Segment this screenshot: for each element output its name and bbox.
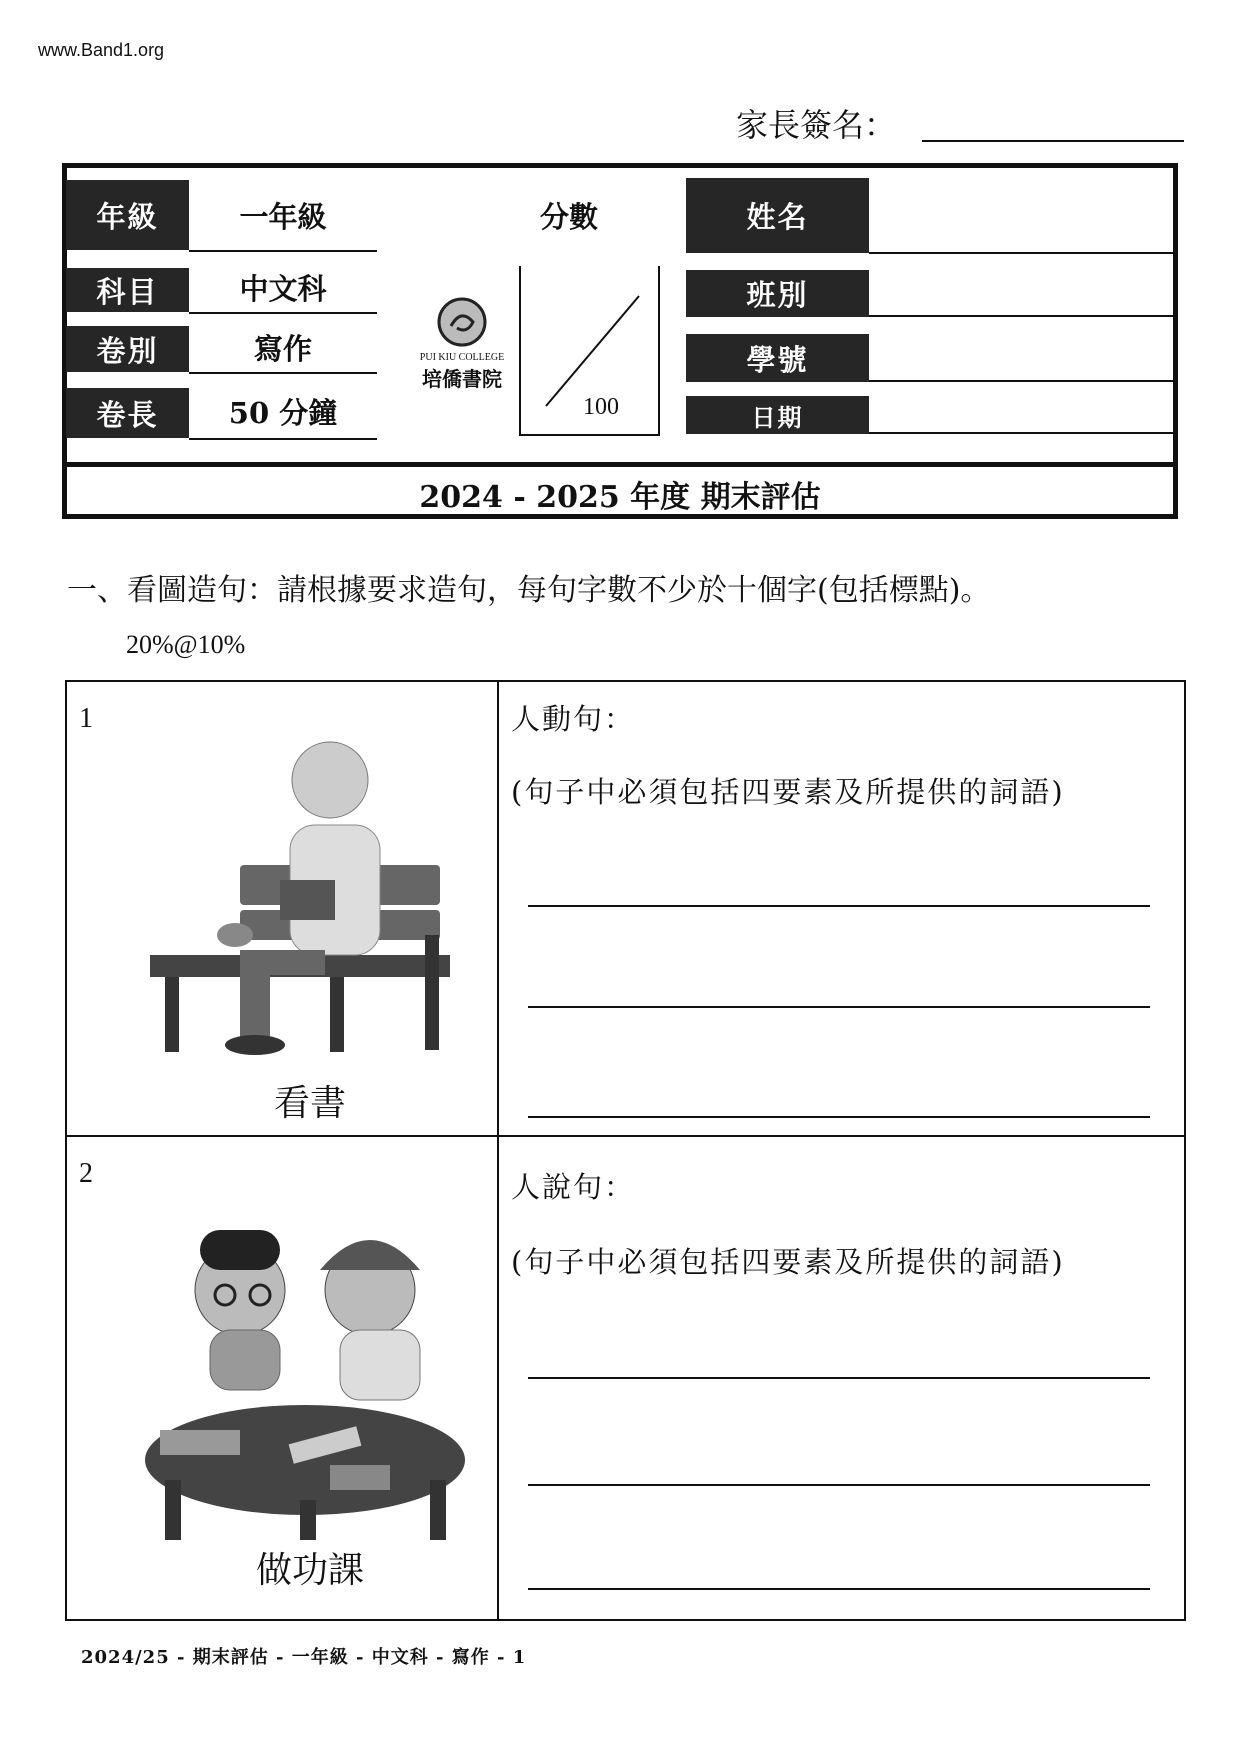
exam-title: 2024 - 2025 年度 期末評估 [419, 480, 821, 515]
name-label: 姓名 [686, 178, 869, 253]
school-emblem-icon [437, 296, 487, 348]
header-divider [62, 462, 1178, 467]
date-label: 日期 [686, 396, 869, 434]
answer-line[interactable] [528, 905, 1150, 907]
section-heading: 一、看圖造句：請根據要求造句，每句字數不少於十個字(包括標點)。 [67, 573, 991, 608]
sentence-type: 人說句： [511, 1170, 636, 1204]
answer-line[interactable] [528, 1377, 1150, 1379]
student-number-label: 學號 [686, 334, 869, 382]
paper-value: 寫作 [189, 322, 377, 374]
grade-value: 一年級 [189, 180, 377, 252]
date-field[interactable] [869, 432, 1175, 434]
picture-caption: 看書 [273, 1083, 346, 1124]
row-divider [65, 1135, 1186, 1137]
name-field[interactable] [869, 252, 1175, 254]
sentence-type: 人動句： [511, 702, 636, 736]
duration-label: 卷長 [66, 388, 189, 438]
score-total: 100 [583, 394, 619, 420]
question-number: 1 [79, 703, 93, 734]
class-label: 班別 [686, 270, 869, 317]
instruction: (句子中必須包括四要素及所提供的詞語) [511, 1245, 1065, 1279]
answer-line[interactable] [528, 1006, 1150, 1008]
old-man-reading-illustration [140, 735, 470, 1065]
answer-line[interactable] [528, 1116, 1150, 1118]
student-number-field[interactable] [869, 380, 1175, 382]
paper-label: 卷別 [66, 326, 189, 372]
children-homework-illustration [140, 1210, 480, 1540]
school-name-zh: 培僑書院 [422, 367, 502, 391]
subject-label: 科目 [66, 268, 189, 312]
grade-label: 年級 [66, 180, 189, 250]
page-footer: 2024/25 - 期末評估 - 一年級 - 中文科 - 寫作 - 1 [81, 1647, 527, 1668]
school-logo [410, 296, 514, 401]
site-watermark: www.Band1.org [38, 40, 165, 60]
class-field[interactable] [869, 315, 1175, 317]
question-number: 2 [79, 1158, 93, 1189]
school-name-en: PUI KIU COLLEGE [419, 352, 505, 363]
column-divider [497, 680, 499, 1621]
answer-line[interactable] [528, 1588, 1150, 1590]
instruction: (句子中必須包括四要素及所提供的詞語) [511, 775, 1065, 809]
score-box[interactable] [519, 266, 660, 436]
picture-caption: 做功課 [255, 1550, 364, 1591]
subject-value: 中文科 [189, 262, 377, 314]
parent-signature-line[interactable] [922, 140, 1184, 142]
answer-line[interactable] [528, 1484, 1150, 1486]
score-label: 分數 [540, 200, 599, 234]
duration-value: 50 分鐘 [189, 385, 377, 440]
section-marks: 20%@10% [126, 630, 246, 659]
parent-signature-label: 家長簽名： [736, 106, 897, 144]
